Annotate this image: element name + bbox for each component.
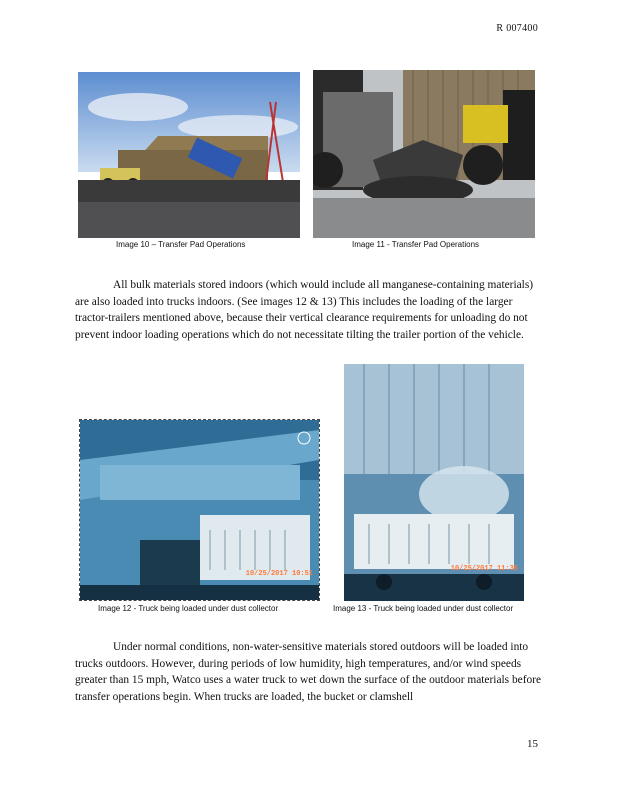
image-11-caption: Image 11 - Transfer Pad Operations — [352, 240, 480, 249]
page-number: 15 — [527, 738, 538, 750]
paragraph-1: All bulk materials stored indoors (which would include all manganese-containing materials) are also loaded into trucks indoors. (See images 12 & 13) This includes the loading of the larger tractor-trailers mentioned above, because their vertical clearance requirements for unloading do not prevent indoor loading operations which do not necessitate tilting the trailer portion of the vehicle. — [75, 279, 534, 341]
image-12-timestamp: 10/25/2017 10:51 — [245, 570, 313, 578]
image-12-photo — [79, 419, 320, 601]
image-12-caption: Image 12 - Truck being loaded under dust collector — [98, 604, 279, 613]
paragraph-2: Under normal conditions, non-water-sensitive materials stored outdoors will be loaded into trucks outdoors. However, during periods of low humidity, high temperatures, and/or wind speeds greater than 15 mph, Watco uses a water truck to wet down the surface of the outdoor materials before transfer operations begin. When trucks are loaded, the bucket or clamshell — [75, 641, 542, 703]
image-13-photo — [344, 364, 524, 601]
image-13-caption: Image 13 - Truck being loaded under dust collector — [333, 604, 514, 613]
image-11-photo — [313, 70, 535, 238]
image-13-timestamp: 10/25/2017 11:35 — [450, 565, 518, 573]
document-code: R 007400 — [496, 23, 538, 34]
image-10-photo — [78, 72, 300, 238]
image-10-caption: Image 10 – Transfer Pad Operations — [116, 240, 246, 249]
